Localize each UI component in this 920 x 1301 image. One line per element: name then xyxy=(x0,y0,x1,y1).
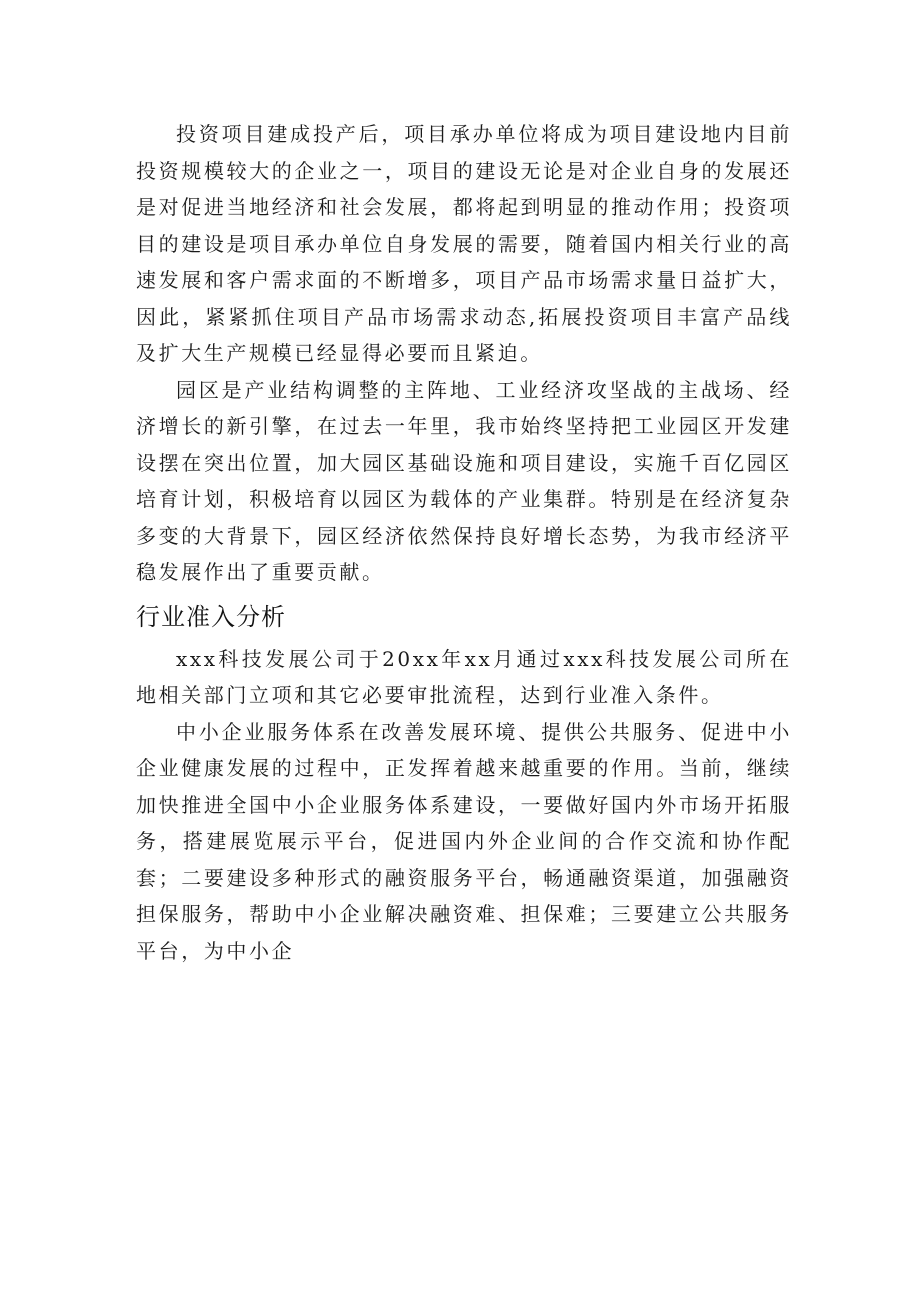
document-page xyxy=(136,116,792,969)
section-heading-industry-access: 行业准入分析 xyxy=(136,602,286,631)
paragraph-sme-service-system: 中小企业服务体系在改善发展环境、提供公共服务、促进中小企业健康发展的过程中，正发挥着越来越重要的作用。当前，继续加快推进全国中小企业服务体系建设，一要做好国内外市场开拓服务，搭建展览展示平台，促进国内外企业间的合作交流和协作配套；二要建设多种形式的融资服务平台，畅通融资渠道，加强融资担保服务，帮助中小企业解决融资难、担保难；三要建立公共服务平台，为中小企 xyxy=(136,719,792,963)
paragraph-project-benefits: 投资项目建成投产后，项目承办单位将成为项目建设地内目前投资规模较大的企业之一，项目的建设无论是对企业自身的发展还是对促进当地经济和社会发展，都将起到明显的推动作用；投资项目的建设是项目承办单位自身发展的需要，随着国内相关行业的高速发展和客户需求面的不断增多，项目产品市场需求量日益扩大，因此，紧紧抓住项目产品市场需求动态,拓展投资项目丰富产品线及扩大生产规模已经显得必要而且紧迫。 xyxy=(136,122,792,365)
paragraph-industrial-park: 园区是产业结构调整的主阵地、工业经济攻坚战的主战场、经济增长的新引擎，在过去一年里，我市始终坚持把工业园区开发建设摆在突出位置，加大园区基础设施和项目建设，实施千百亿园区培育计划，积极培育以园区为载体的产业集群。特别是在经济复杂多变的大背景下，园区经济依然保持良好增长态势，为我市经济平稳发展作出了重要贡献。 xyxy=(136,377,792,584)
paragraph-access-approval: xxx科技发展公司于20xx年xx月通过xxx科技发展公司所在地相关部门立项和其它必要审批流程，达到行业准入条件。 xyxy=(136,646,792,707)
